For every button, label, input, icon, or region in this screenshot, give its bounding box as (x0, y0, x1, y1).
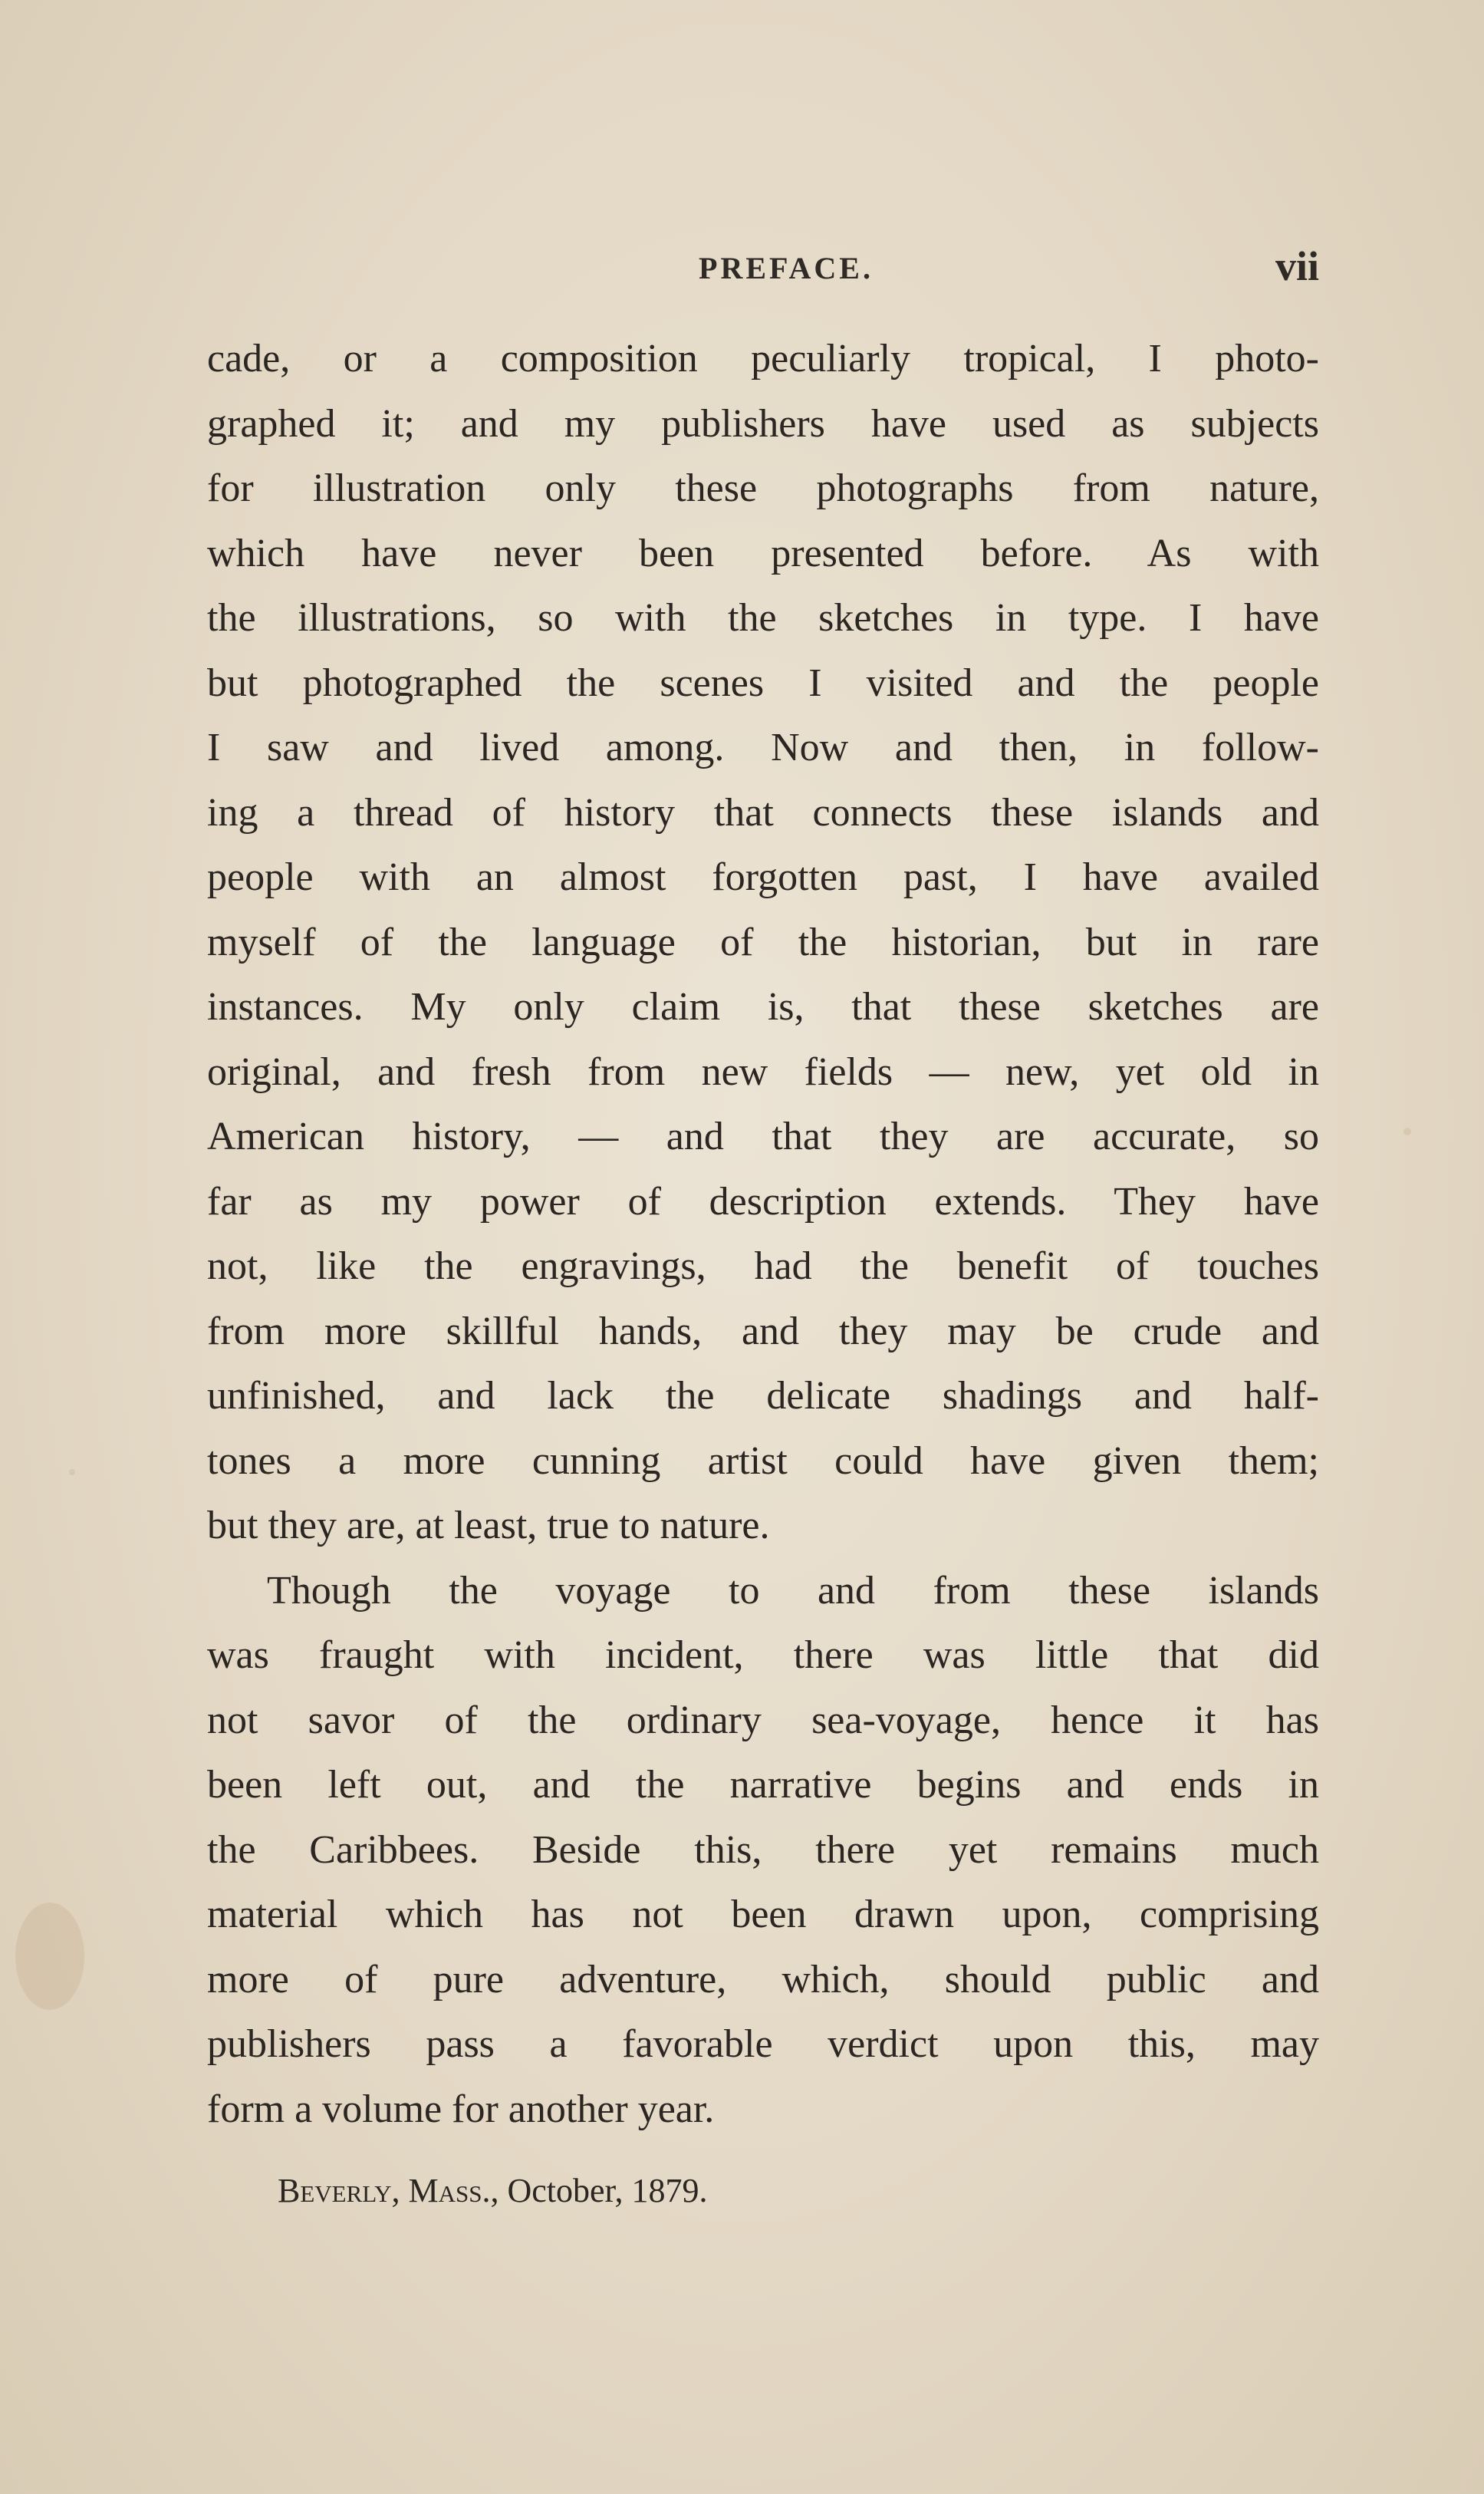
text-line: far as my power of description extends. They have (207, 1179, 1319, 1224)
text-line: but they are, at least, true to nature. (207, 1504, 770, 1547)
signature-line (278, 2171, 707, 2210)
paper-stain (1403, 1128, 1411, 1135)
text-line: original, and fresh from new fields — new, yet old in (207, 1049, 1319, 1094)
text-line: tones a more cunning artist could have given them; (207, 1438, 1319, 1483)
text-line: ing a thread of history that connects these islands and (207, 790, 1319, 835)
text-line: I saw and lived among. Now and then, in follow- (207, 726, 1319, 769)
body-text (207, 327, 1319, 2142)
running-head: PREFACE. (699, 251, 874, 285)
text-line: which have never been presented before. As with (207, 531, 1319, 575)
text-line: more of pure adventure, which, should public and (207, 1957, 1319, 2001)
text-line: not savor of the ordinary sea-voyage, hence it has (207, 1698, 1319, 1742)
text-line: graphed it; and my publishers have used as subjects (207, 401, 1319, 446)
paper-stain (69, 1469, 75, 1475)
text-line: but photographed the scenes I visited and the people (207, 661, 1319, 705)
text-line: publishers pass a favorable verdict upon this, may (207, 2022, 1319, 2066)
text-line: American history, — and that they are accurate, so (207, 1115, 1319, 1158)
page-number: vii (1275, 243, 1319, 289)
text-line: for illustration only these photographs from nature, (207, 466, 1319, 510)
text-line: the illustrations, so with the sketches in type. I have (207, 596, 1319, 640)
text-line: been left out, and the narrative begins and ends in (207, 1763, 1319, 1807)
text-line: was fraught with incident, there was little that did (207, 1633, 1319, 1677)
text-line: cade, or a composition peculiarly tropical, I photo- (207, 337, 1319, 381)
paragraph (207, 327, 1319, 1559)
signature-place: Beverly, Mass., (278, 2172, 499, 2209)
text-line: form a volume for another year. (207, 2087, 715, 2131)
text-line: people with an almost forgotten past, I have availed (207, 855, 1319, 899)
text-line: unfinished, and lack the delicate shadings and half- (207, 1374, 1319, 1418)
signature-date: October, 1879. (507, 2172, 708, 2209)
page-header (207, 238, 1319, 289)
paragraph (207, 1559, 1319, 2143)
text-line: instances. My only claim is, that these sketches are (207, 985, 1319, 1029)
paper-stain (15, 1903, 84, 2010)
text-line: material which has not been drawn upon, comprising (207, 1893, 1319, 1936)
text-line: not, like the engravings, had the benefit of touches (207, 1244, 1319, 1288)
text-line: myself of the language of the historian, but in rare (207, 920, 1319, 964)
text-line: from more skillful hands, and they may be crude and (207, 1309, 1319, 1353)
text-line: the Caribbees. Beside this, there yet remains much (207, 1827, 1319, 1872)
text-line: Though the voyage to and from these islands (267, 1568, 1319, 1613)
